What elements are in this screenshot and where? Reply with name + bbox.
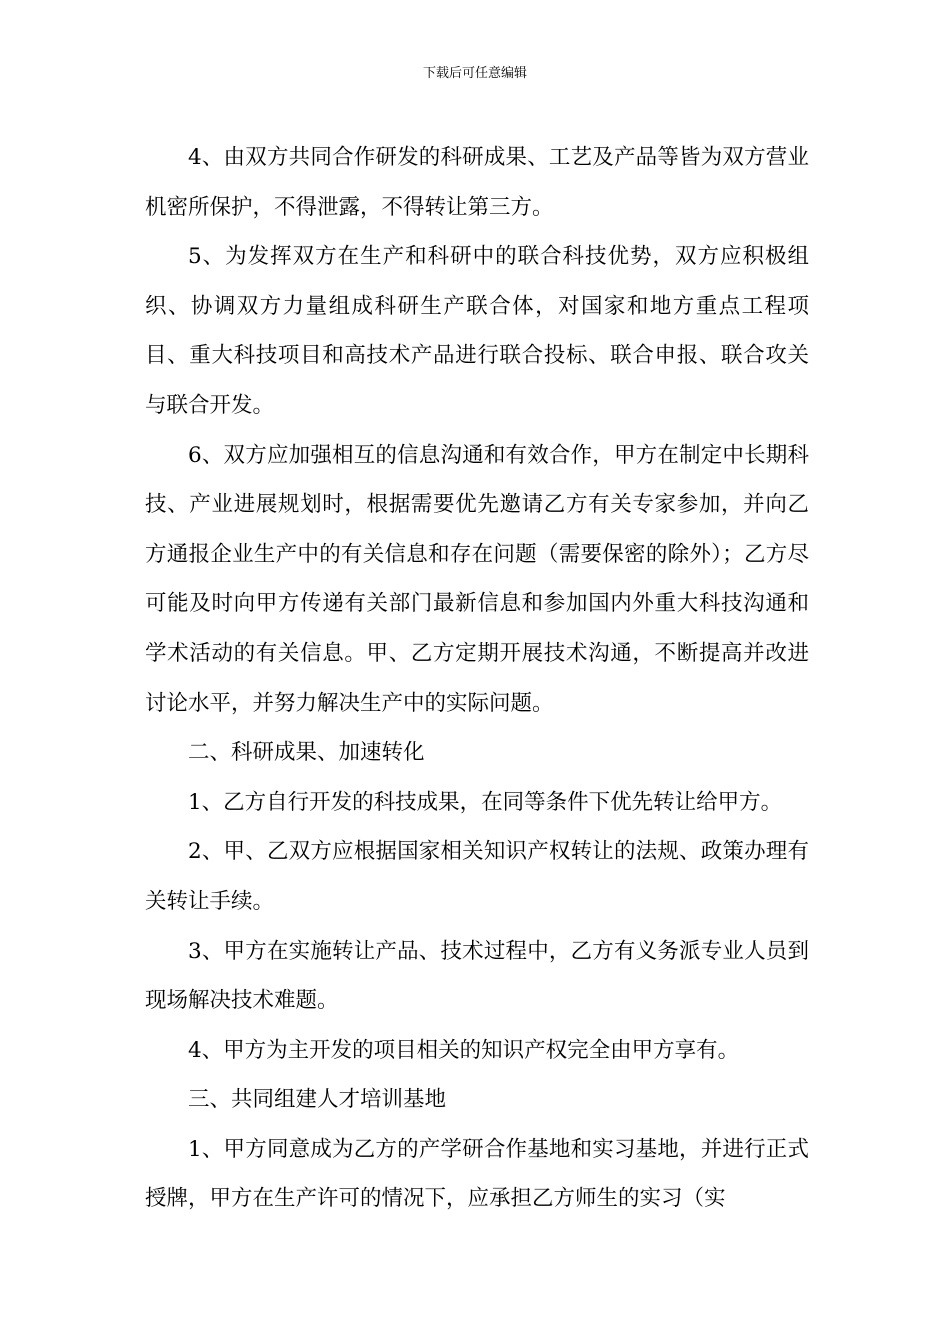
paragraph-clause-5-joint-development: 5、为发挥双方在生产和科研中的联合科技优势，双方应积极组织、协调双方力量组成科研生产联合体，对国家和地方重点工程项目、重大科技项目和高技术产品进行联合投标、联合申报、联合攻关与联合开发。 [145, 244, 809, 418]
page-header: 下载后可任意编辑 [422, 66, 527, 81]
document-body [145, 133, 809, 1224]
paragraph-clause-6-information-exchange: 6、双方应加强相互的信息沟通和有效合作，甲方在制定中长期科技、产业进展规划时，根据需要优先邀请乙方有关专家参加，并向乙方通报企业生产中的有关信息和存在问题（需要保密的除外）；乙方尽可能及时向甲方传递有关部门最新信息和参加国内外重大科技沟通和学术活动的有关信息。甲、乙方定期开展技术沟通，不断提高并改进讨论水平，并努力解决生产中的实际问题。 [145, 442, 809, 716]
section-heading-training-base: 三、共同组建人才培训基地 [188, 1087, 447, 1113]
paragraph-clause-1-tech-transfer: 1、乙方自行开发的科技成果，在同等条件下优先转让给甲方。 [188, 789, 783, 815]
paragraph-clause-4-confidentiality: 4、由双方共同合作研发的科研成果、工艺及产品等皆为双方营业机密所保护，不得泄露，不得转让第三方。 [145, 145, 809, 220]
paragraph-clause-1-internship-base: 1、甲方同意成为乙方的产学研合作基地和实习基地，并进行正式授牌，甲方在生产许可的情况下，应承担乙方师生的实习（实 [145, 1136, 809, 1212]
section-heading-research-results: 二、科研成果、加速转化 [188, 740, 425, 766]
paragraph-clause-3-onsite-support: 3、甲方在实施转让产品、技术过程中，乙方有义务派专业人员到现场解决技术难题。 [145, 938, 809, 1014]
paragraph-clause-4-ip-ownership: 4、甲方为主开发的项目相关的知识产权完全由甲方享有。 [188, 1037, 740, 1063]
paragraph-clause-2-transfer-procedures: 2、甲、乙双方应根据国家相关知识产权转让的法规、政策办理有关转让手续。 [145, 839, 809, 914]
